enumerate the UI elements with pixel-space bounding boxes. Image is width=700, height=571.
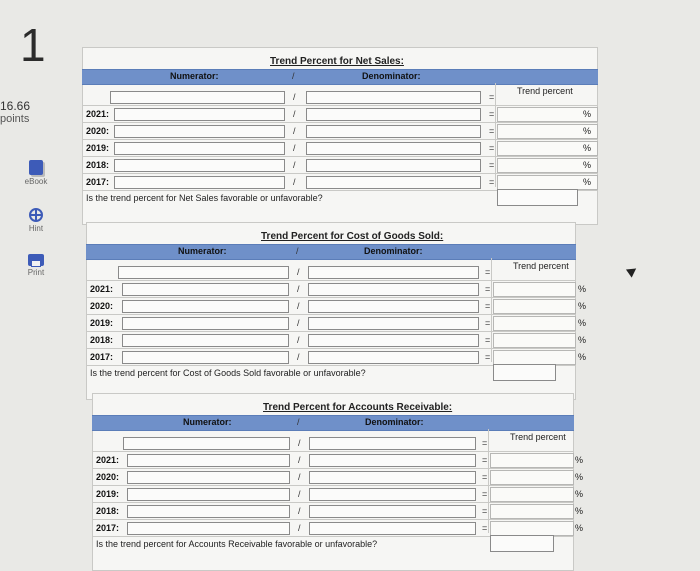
denominator-input[interactable] [306, 176, 481, 189]
column-divider [495, 83, 496, 187]
equals-sign: = [485, 352, 491, 362]
section-title: Trend Percent for Cost of Goods Sold: [261, 231, 444, 242]
year-label: 2018: [96, 506, 120, 516]
denominator-input[interactable] [308, 317, 479, 330]
section-title: Trend Percent for Accounts Receivable: [263, 402, 453, 413]
year-label: 2020: [86, 126, 110, 136]
divide-sign: / [293, 92, 296, 102]
trend-percent-label: Trend percent [510, 432, 566, 442]
question-number: 1 [20, 19, 46, 71]
divide-sign: / [297, 335, 300, 345]
header-slash: / [292, 71, 295, 81]
trend-percent-cell [490, 504, 574, 519]
numerator-input[interactable] [127, 505, 290, 518]
favorable-answer-input[interactable] [497, 189, 578, 206]
divide-sign: / [293, 160, 296, 170]
trend-percent-cell [490, 521, 574, 536]
denominator-input[interactable] [308, 283, 479, 296]
divide-sign: / [293, 126, 296, 136]
header-band [92, 415, 574, 431]
equals-sign: = [489, 160, 495, 170]
percent-sign: % [578, 352, 587, 362]
trend-percent-cell [490, 453, 574, 468]
equals-sign: = [489, 92, 495, 102]
equals-sign: = [482, 506, 488, 516]
denominator-label: Denominator: [364, 246, 423, 256]
percent-sign: % [583, 177, 592, 187]
favorable-question: Is the trend percent for Net Sales favorable or unfavorable? [86, 193, 323, 203]
denominator-input[interactable] [306, 142, 481, 155]
equals-sign: = [485, 335, 491, 345]
numerator-input[interactable] [110, 91, 285, 104]
row-divider [86, 314, 576, 315]
lifebuoy-icon [29, 208, 43, 222]
denominator-input[interactable] [306, 91, 481, 104]
section-title: Trend Percent for Net Sales: [270, 56, 404, 67]
row-divider [82, 105, 598, 106]
numerator-input[interactable] [122, 317, 289, 330]
favorable-answer-input[interactable] [493, 364, 556, 381]
row-divider [82, 173, 598, 174]
equals-sign: = [485, 284, 491, 294]
trend-percent-label: Trend percent [513, 261, 569, 271]
percent-sign: % [575, 523, 584, 533]
equals-sign: = [482, 455, 488, 465]
divide-sign: / [297, 318, 300, 328]
denominator-input[interactable] [308, 266, 479, 279]
year-label: 2017: [90, 352, 114, 362]
row-divider [86, 348, 576, 349]
row-divider [82, 122, 598, 123]
year-label: 2021: [86, 109, 110, 119]
numerator-input[interactable] [122, 334, 289, 347]
numerator-input[interactable] [114, 108, 285, 121]
ebook-label: eBook [24, 177, 48, 186]
percent-sign: % [575, 472, 584, 482]
numerator-input[interactable] [122, 351, 289, 364]
trend-percent-cell [490, 487, 574, 502]
equals-sign: = [485, 267, 491, 277]
print-label: Print [27, 268, 45, 277]
row-divider [82, 139, 598, 140]
trend-percent-cell [493, 316, 576, 331]
year-label: 2017: [86, 177, 110, 187]
mouse-cursor-icon [626, 264, 639, 277]
year-label: 2017: [96, 523, 120, 533]
denominator-input[interactable] [306, 108, 481, 121]
equals-sign: = [482, 438, 488, 448]
divide-sign: / [297, 301, 300, 311]
row-divider [86, 297, 576, 298]
row-divider [86, 331, 576, 332]
numerator-input[interactable] [114, 176, 285, 189]
numerator-input[interactable] [122, 283, 289, 296]
column-divider [491, 258, 492, 362]
numerator-label: Numerator: [170, 71, 219, 81]
numerator-input[interactable] [123, 437, 290, 450]
denominator-input[interactable] [309, 488, 476, 501]
numerator-label: Numerator: [183, 417, 232, 427]
numerator-input[interactable] [114, 125, 285, 138]
year-label: 2020: [96, 472, 120, 482]
numerator-input[interactable] [118, 266, 289, 279]
trend-percent-cell [490, 470, 574, 485]
column-divider [488, 429, 489, 533]
divide-sign: / [298, 523, 301, 533]
year-label: 2019: [86, 143, 110, 153]
divide-sign: / [293, 143, 296, 153]
row-divider [92, 468, 574, 469]
percent-sign: % [583, 160, 592, 170]
year-label: 2021: [96, 455, 120, 465]
hint-link[interactable] [16, 208, 56, 233]
percent-sign: % [578, 284, 587, 294]
denominator-input[interactable] [308, 334, 479, 347]
header-band [86, 244, 576, 260]
percent-sign: % [575, 506, 584, 516]
denominator-input[interactable] [306, 159, 481, 172]
equals-sign: = [489, 177, 495, 187]
points-indicator [0, 100, 30, 126]
equals-sign: = [489, 109, 495, 119]
row-divider [92, 519, 574, 520]
denominator-label: Denominator: [362, 71, 421, 81]
denominator-input[interactable] [306, 125, 481, 138]
denominator-input[interactable] [308, 300, 479, 313]
row-divider [92, 451, 574, 452]
divide-sign: / [298, 455, 301, 465]
trend-percent-label: Trend percent [517, 86, 573, 96]
denominator-input[interactable] [309, 471, 476, 484]
denominator-input[interactable] [309, 454, 476, 467]
percent-sign: % [578, 318, 587, 328]
divide-sign: / [297, 267, 300, 277]
numerator-input[interactable] [114, 159, 285, 172]
divide-sign: / [298, 438, 301, 448]
numerator-label: Numerator: [178, 246, 227, 256]
row-divider [82, 156, 598, 157]
numerator-input[interactable] [122, 300, 289, 313]
ebook-link[interactable] [16, 160, 56, 186]
divide-sign: / [293, 109, 296, 119]
trend-percent-cell [493, 333, 576, 348]
equals-sign: = [485, 318, 491, 328]
trend-percent-cell [493, 299, 576, 314]
denominator-input[interactable] [309, 437, 476, 450]
printer-icon [28, 254, 44, 266]
favorable-question: Is the trend percent for Cost of Goods Sold favorable or unfavorable? [90, 368, 366, 378]
favorable-question: Is the trend percent for Accounts Receivable favorable or unfavorable? [96, 539, 378, 549]
numerator-input[interactable] [114, 142, 285, 155]
numerator-input[interactable] [127, 488, 290, 501]
row-divider [86, 280, 576, 281]
header-band [82, 69, 598, 85]
divide-sign: / [297, 284, 300, 294]
divide-sign: / [293, 177, 296, 187]
trend-percent-cell [493, 350, 576, 365]
percent-sign: % [583, 143, 592, 153]
denominator-input[interactable] [309, 505, 476, 518]
percent-sign: % [578, 301, 587, 311]
divide-sign: / [297, 352, 300, 362]
numerator-input[interactable] [127, 454, 290, 467]
equals-sign: = [489, 143, 495, 153]
percent-sign: % [575, 489, 584, 499]
favorable-answer-input[interactable] [490, 535, 554, 552]
book-icon [29, 160, 43, 175]
year-label: 2018: [86, 160, 110, 170]
year-label: 2021: [90, 284, 114, 294]
percent-sign: % [583, 109, 592, 119]
denominator-label: Denominator: [365, 417, 424, 427]
year-label: 2020: [90, 301, 114, 311]
divide-sign: / [298, 506, 301, 516]
percent-sign: % [583, 126, 592, 136]
year-label: 2019: [96, 489, 120, 499]
trend-percent-cell [493, 282, 576, 297]
header-slash: / [297, 417, 300, 427]
points-value: 16.66 [0, 99, 31, 113]
equals-sign: = [482, 489, 488, 499]
header-slash: / [296, 246, 299, 256]
equals-sign: = [485, 301, 491, 311]
divide-sign: / [298, 489, 301, 499]
hint-label: Hint [28, 224, 44, 233]
row-divider [92, 485, 574, 486]
percent-sign: % [575, 455, 584, 465]
equals-sign: = [482, 472, 488, 482]
year-label: 2019: [90, 318, 114, 328]
points-label: points [0, 113, 30, 125]
denominator-input[interactable] [309, 522, 476, 535]
numerator-input[interactable] [127, 471, 290, 484]
divide-sign: / [298, 472, 301, 482]
equals-sign: = [489, 126, 495, 136]
row-divider [92, 502, 574, 503]
numerator-input[interactable] [127, 522, 290, 535]
percent-sign: % [578, 335, 587, 345]
print-link[interactable] [16, 254, 56, 277]
year-label: 2018: [90, 335, 114, 345]
equals-sign: = [482, 523, 488, 533]
denominator-input[interactable] [308, 351, 479, 364]
